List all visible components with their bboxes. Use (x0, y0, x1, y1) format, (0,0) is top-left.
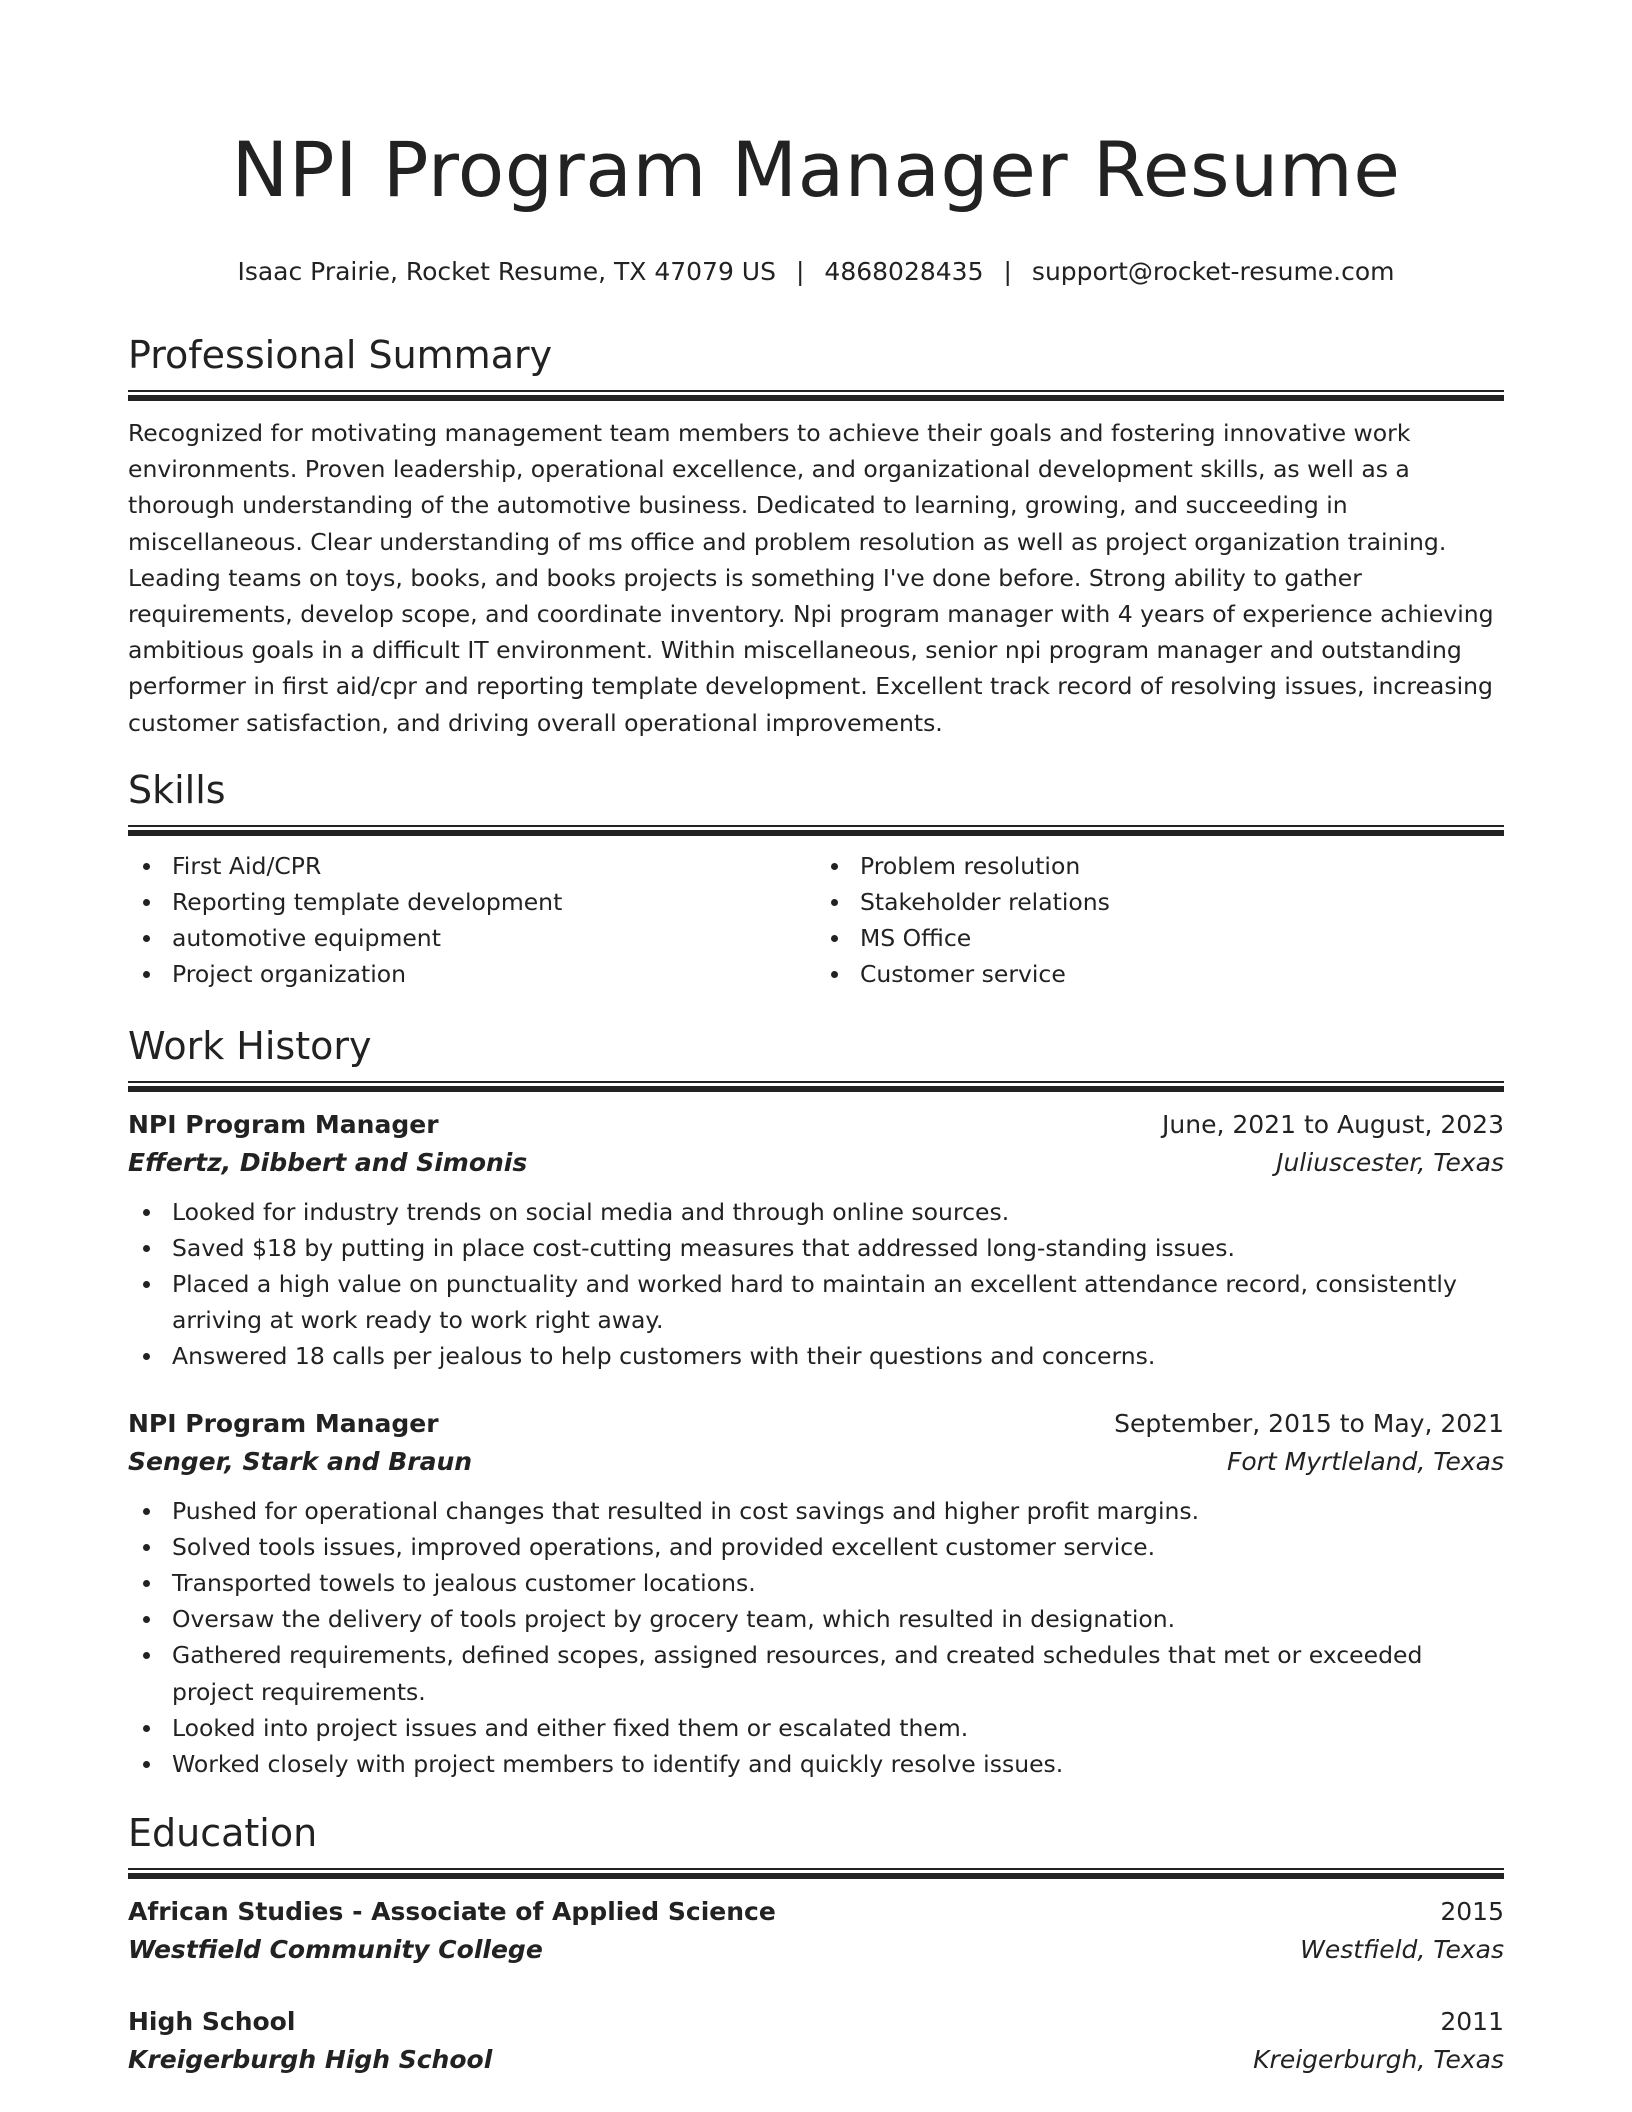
graduation-year: 2011 (1440, 2007, 1504, 2037)
skill-item: Problem resolution (816, 848, 1504, 884)
work-history-section (128, 1021, 1504, 1783)
section-heading-education: Education (128, 1811, 318, 1856)
education-header-row (128, 2003, 1504, 2041)
job-bullets (128, 1194, 1504, 1375)
skills-column-left (128, 848, 816, 993)
job-bullet: Saved $18 by putting in place cost-cutting measures that addressed long-standing issues. (128, 1230, 1504, 1266)
skill-item: First Aid/CPR (128, 848, 816, 884)
education-entry (128, 2003, 1504, 2079)
company-name: Senger, Stark and Braun (128, 1446, 473, 1476)
skills-section (128, 765, 1504, 993)
contact-separator: | (1003, 257, 1012, 286)
contact-line (128, 254, 1504, 290)
section-divider (128, 1081, 1504, 1092)
job-entry (128, 1405, 1504, 1783)
summary-section (128, 330, 1504, 741)
contact-email: support@rocket-resume.com (1031, 257, 1395, 286)
job-header-row (128, 1106, 1504, 1144)
skill-item: Reporting template development (128, 884, 816, 920)
job-header-row (128, 1405, 1504, 1443)
degree-name: African Studies - Associate of Applied Science (128, 1897, 776, 1927)
section-heading-work-history: Work History (128, 1023, 372, 1068)
job-bullet: Answered 18 calls per jealous to help customers with their questions and concerns. (128, 1338, 1504, 1374)
skill-item: Customer service (816, 956, 1504, 992)
job-entry (128, 1106, 1504, 1375)
resume-title: NPI Program Manager Resume (231, 125, 1401, 214)
section-divider (128, 1868, 1504, 1879)
education-entry (128, 1893, 1504, 1969)
section-divider (128, 390, 1504, 401)
school-location: Westfield, Texas (1300, 1935, 1504, 1965)
skill-item: Stakeholder relations (816, 884, 1504, 920)
contact-address: Isaac Prairie, Rocket Resume, TX 47079 US (237, 257, 776, 286)
job-company-row (128, 1144, 1504, 1182)
school-name: Kreigerburgh High School (128, 2045, 493, 2075)
job-bullets (128, 1493, 1504, 1783)
summary-text: Recognized for motivating management team members to achieve their goals and fostering innovative work environments. Proven leadership, operational excellence, and organizational development skills, as well as a thorough understanding of the automotive business. Dedicated to learning, growing, and succeeding in miscellaneous. Clear understanding of ms office and problem resolution as well as project organization training. Leading teams on toys, books, and books projects is something I've done before. Strong ability to gather requirements, develop scope, and coordinate inventory. Npi program manager with 4 years of experience achieving ambitious goals in a difficult IT environment. Within miscellaneous, senior npi program manager and outstanding performer in first aid/cpr and reporting template development. Excellent track record of resolving issues, increasing customer satisfaction, and driving overall operational improvements. (128, 419, 1494, 737)
company-name: Effertz, Dibbert and Simonis (128, 1147, 528, 1177)
education-school-row (128, 2041, 1504, 2079)
job-bullet: Worked closely with project members to identify and quickly resolve issues. (128, 1746, 1504, 1782)
section-heading-summary: Professional Summary (128, 333, 553, 377)
education-header-row (128, 1893, 1504, 1931)
job-location: Fort Myrtleland, Texas (1226, 1446, 1504, 1476)
school-name: Westfield Community College (128, 1935, 543, 1965)
job-bullet: Looked into project issues and either fixed them or escalated them. (128, 1710, 1504, 1746)
graduation-year: 2015 (1440, 1897, 1504, 1927)
skill-item: MS Office (816, 920, 1504, 956)
education-school-row (128, 1931, 1504, 1969)
education-section (128, 1808, 1504, 2079)
school-location: Kreigerburgh, Texas (1253, 2045, 1504, 2075)
contact-phone: 4868028435 (824, 257, 984, 286)
job-dates: June, 2021 to August, 2023 (1162, 1109, 1504, 1139)
job-bullet: Transported towels to jealous customer locations. (128, 1565, 1504, 1601)
job-bullet: Gathered requirements, defined scopes, assigned resources, and created schedules that met or exceeded project requirements. (128, 1637, 1504, 1709)
degree-name: High School (128, 2007, 296, 2037)
contact-separator: | (795, 257, 805, 286)
job-bullet: Pushed for operational changes that resulted in cost savings and higher profit margins. (128, 1493, 1504, 1529)
job-bullet: Placed a high value on punctuality and worked hard to maintain an excellent attendance record, consistently arriving at work ready to work right away. (128, 1266, 1504, 1338)
section-divider (128, 825, 1504, 836)
skill-item: Project organization (128, 956, 816, 992)
skill-item: automotive equipment (128, 920, 816, 956)
job-title: NPI Program Manager (128, 1408, 439, 1438)
job-bullet: Looked for industry trends on social media and through online sources. (128, 1194, 1504, 1230)
job-bullet: Solved tools issues, improved operations, and provided excellent customer service. (128, 1529, 1504, 1565)
section-heading-skills: Skills (128, 767, 226, 812)
job-company-row (128, 1443, 1504, 1481)
job-bullet: Oversaw the delivery of tools project by grocery team, which resulted in designation. (128, 1601, 1504, 1637)
job-location: Juliuscester, Texas (1276, 1147, 1504, 1177)
skills-column-right (816, 848, 1504, 993)
skills-list (128, 848, 1504, 993)
job-dates: September, 2015 to May, 2021 (1114, 1408, 1504, 1438)
job-title: NPI Program Manager (128, 1109, 439, 1139)
